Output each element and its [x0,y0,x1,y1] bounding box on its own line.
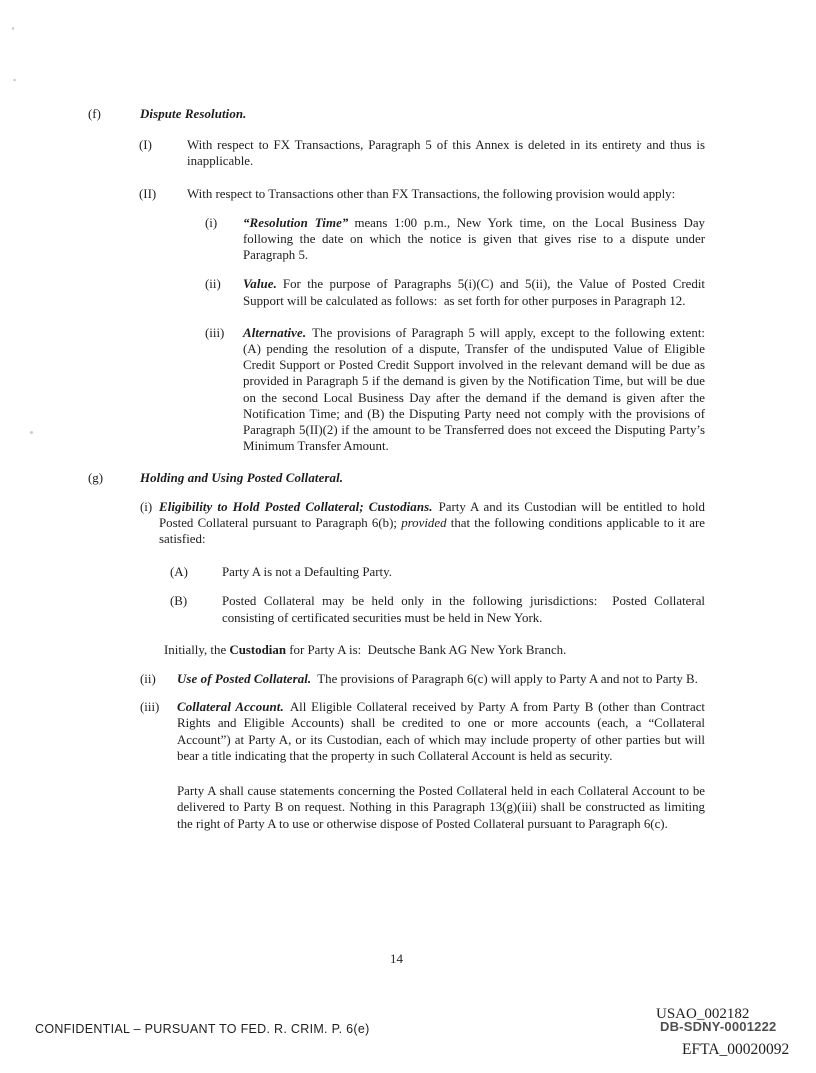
item-f-i-text: means 1:00 p.m., New York time, on the Local Business Day following the date on which the notice is given that gives rise to a dispute under Paragraph 5. [243,215,705,263]
document-body [88,106,705,832]
confidential-footer: CONFIDENTIAL – PURSUANT TO FED. R. CRIM. P. 6(e) [35,1022,370,1036]
item-f-ii-marker: (ii) [205,277,221,292]
item-g-iii-para2 [88,783,705,832]
item-g-ii-lead: Use of Posted Collateral. [177,672,312,687]
custodian-note-pre: Initially, the [164,642,230,657]
item-f-i-marker: (i) [205,215,218,230]
section-g-marker: (g) [88,471,104,486]
section-g-heading: Holding and Using Posted Collateral. [140,471,344,486]
item-g-B-text: Posted Collateral may be held only in the following jurisdictions: Posted Collateral consisting of certificated securities must be held in New York. [222,594,705,625]
item-f-II-marker: (II) [139,186,157,201]
item-f-I-marker: (I) [139,138,152,153]
custodian-note-post: for Party A is: Deutsche Bank AG New York Branch. [286,642,567,657]
scan-speck [30,431,33,434]
scan-speck [12,27,14,30]
custodian-note-bold: Custodian [229,642,286,657]
item-g-i-marker: (i) [140,499,153,514]
item-g-ii [88,671,705,687]
item-g-iii-text: All Eligible Collateral received by Party A from Party B (other than Contract Rights and Eligible Accounts) shall be credited to one or more accounts (each, a “Collateral Account”) at Party A, or its Custodian, each of which may include property of other parties but will bear a title indicating that the property in such Collateral Account is held as security. [177,700,705,763]
item-g-A-marker: (A) [170,565,188,580]
item-g-i [88,499,705,548]
custodian-note [88,642,705,658]
item-g-iii-marker: (iii) [140,700,160,715]
item-g-iii-para2-text: Party A shall cause statements concerning the Posted Collateral held in each Collateral Account to be delivered to Party B on request. Nothing in this Paragraph 13(g)(iii) shall be constructed as limiting the right of Party A to use or otherwise dispose of Posted Collateral pursuant to Paragraph 6(c). [177,784,705,831]
bates-stamp-db-sdny: DB-SDNY-0001222 [660,1019,777,1034]
item-g-B-marker: (B) [170,594,188,609]
item-g-i-text: Party A and its Custodian will be entitled to hold Posted Collateral pursuant to Paragraph 6(b); [159,499,705,530]
item-g-ii-marker: (ii) [140,672,156,687]
item-g-B [88,593,705,625]
item-f-iii-text: The provisions of Paragraph 5 will apply, except to the following extent: (A) pending the resolution of a dispute, Transfer of the undisputed Value of Eligible Credit Support or Posted Credit Support involved in the relevant demand will be due as provided in Paragraph 5 if the demand is given by the Notification Time, but will be due on the second Local Business Day after the demand if the demand is given after the Notification Time; and (B) the Disputing Party need not comply with the provisions of Paragraph 5(II)(2) if the amount to be Transferred does not exceed the Disputing Party’s Minimum Transfer Amount. [243,325,705,454]
item-f-ii-text: For the purpose of Paragraphs 5(i)(C) and 5(ii), the Value of Posted Credit Support will be calculated as follows: as set forth for other purposes in Paragraph 12. [243,277,705,308]
item-f-I-text: With respect to FX Transactions, Paragraph 5 of this Annex is deleted in its entirety and thus is inapplicable. [187,138,705,169]
section-f-heading: Dispute Resolution. [140,107,247,121]
bates-stamp-efta: EFTA_00020092 [682,1041,790,1058]
item-f-ii-lead: Value. [243,277,277,292]
item-f-i [88,215,705,264]
page-number: 14 [390,951,403,966]
item-g-A-text: Party A is not a Defaulting Party. [222,565,392,580]
item-f-II [88,186,705,202]
item-g-i-lead: Eligibility to Hold Posted Collateral; Custodians. [159,499,433,514]
section-f-marker: (f) [88,107,101,121]
item-f-iii [88,325,705,455]
item-g-ii-text: The provisions of Paragraph 6(c) will apply to Party A and not to Party B. [317,672,698,687]
item-g-i-text-after: that the following conditions applicable to it are satisfied: [159,515,705,547]
section-g-heading-row [88,470,705,486]
item-f-i-lead: “Resolution Time” [243,215,349,230]
item-f-ii [88,276,705,308]
item-g-iii [88,699,705,764]
item-f-II-text: With respect to Transactions other than FX Transactions, the following provision would apply: [187,186,676,201]
item-f-iii-lead: Alternative. [243,325,307,340]
item-g-A [88,564,705,580]
item-f-I [88,137,705,169]
scan-speck [13,79,16,81]
item-f-iii-marker: (iii) [205,325,225,340]
section-f-heading-row [88,106,705,122]
item-g-i-provided: provided [401,515,447,530]
item-g-iii-lead: Collateral Account. [177,700,284,715]
bates-stamp-usao: USAO_002182 [656,1006,750,1022]
